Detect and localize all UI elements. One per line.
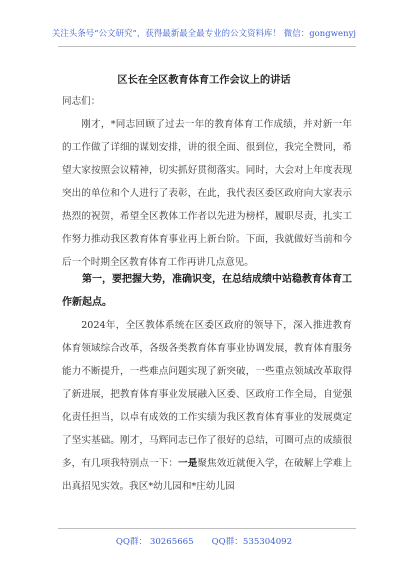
footer-qq-group-1: QQ群： 30265665 [115,537,194,547]
section-heading-1: 第一，要把握大势，准确识变，在总结成绩中站稳教育体育工作新起点。 [62,274,352,308]
paragraph-achievements-text-b: 聚焦效近就便入学，在破解上学难上出真招见实效。我区*幼儿园和*庄幼儿园 [62,458,353,492]
paragraph-achievements-text-a: 2024年，全区教体系统在区委区政府的领导下，深入推进教育体育领域综合改革，各级各类教育体育事业协调发展，教育体育服务能力不断提升，一些难点问题实现了新突破，一些重点领域改革取得了新进展，把教育体育事业发展融入区委、区政府工作全局，自觉强化责任担当，以卓有成效的工作实绩为我区教育体育事业的发展奠定了坚实基础。刚才，马辉同志已作了很好的总结，可圈可点的成绩很多，有几项我特别点一下： [62,320,352,469]
header-divider [58,46,356,47]
paragraph-opening: 刚才，*同志回顾了过去一年的教育体育工作成绩，并对新一年的工作做了详细的谋划安排，讲的很全面、很到位，我完全赞同，希望大家按照会议精神，切实抓好贯彻落实。同时，大会对上年度表现突出的单位和个人进行了表彰，在此，我代表区委区政府向大家表示热烈的祝贺，希望全区教体工作者以先进为榜样，履职尽责，扎实工作努力推动我区教育体育事业再上新台阶。下面，我就做好当前和今后一个时期全区教育体育工作再讲几点意见。 [62,119,352,268]
header-banner: 关注头条号“公文研究”，获得最新最全最专业的公文资料库！ 微信：gongwenyj [51,28,357,38]
document-title: 区长在全区教育体育工作会议上的讲话 [117,74,291,86]
footer-divider [58,528,356,529]
paragraph-achievements [62,314,352,498]
footer-qq-group-2: QQ群：535304092 [211,537,293,547]
footer-contact [0,535,408,547]
paragraph-achievements-emphasis: 一是 [178,458,198,469]
salutation: 同志们： [62,96,101,107]
